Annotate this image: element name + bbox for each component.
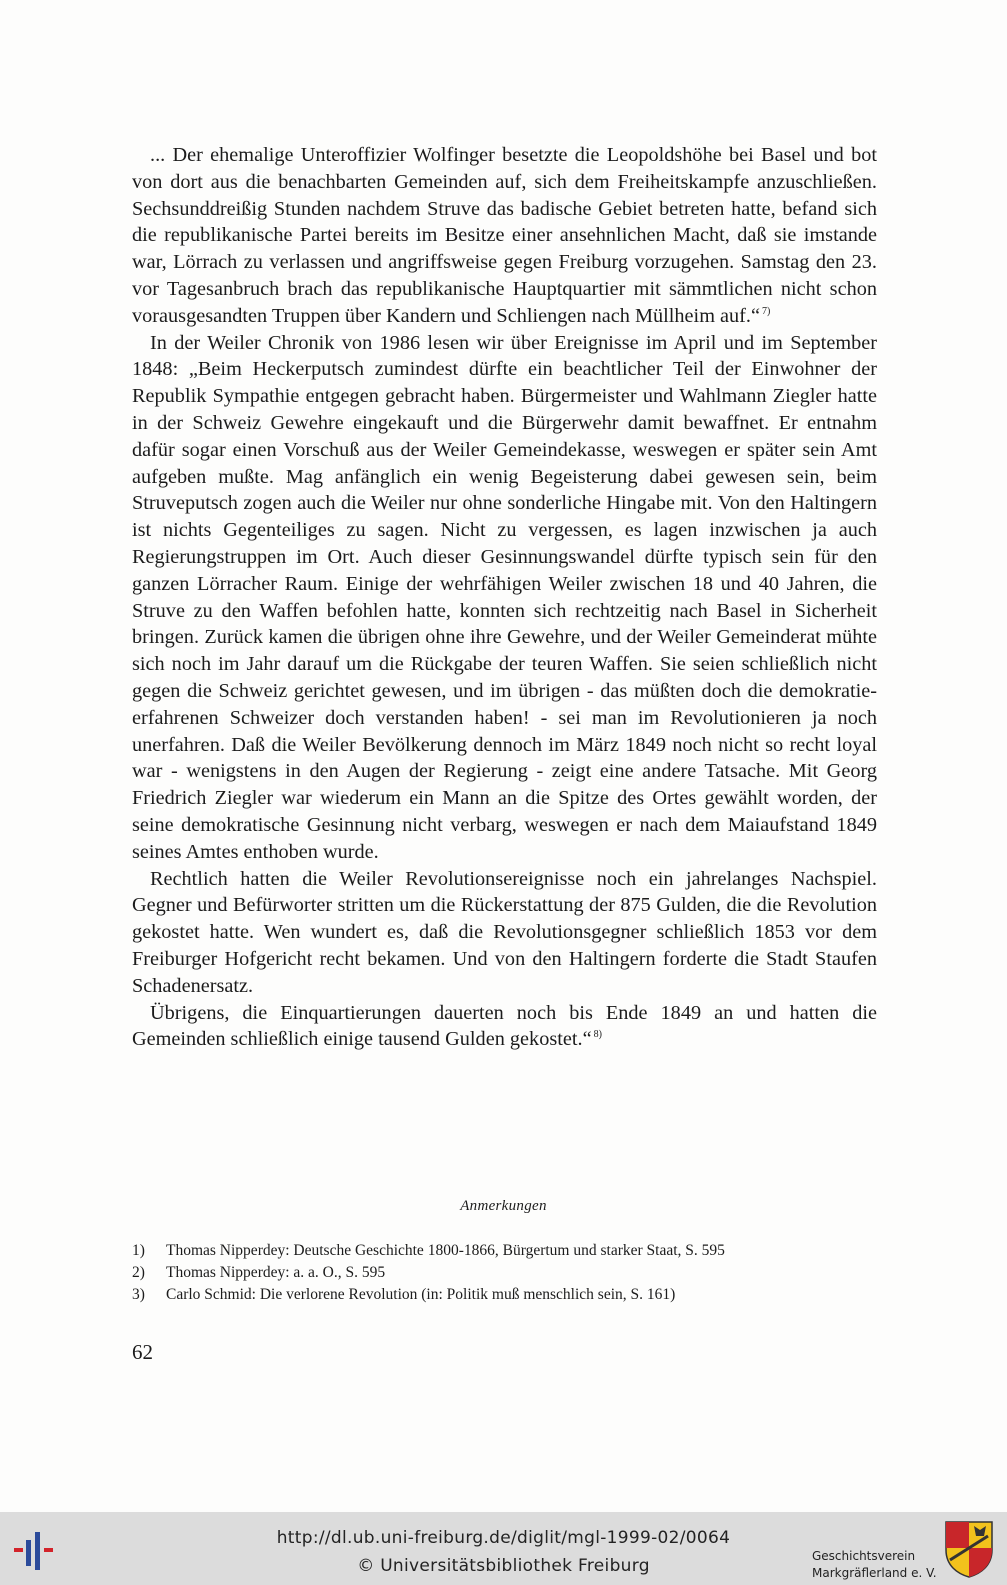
footnote-list xyxy=(132,1240,877,1306)
footnote-number: 1) xyxy=(132,1242,145,1259)
footnote-item xyxy=(132,1240,877,1262)
footnote-item xyxy=(132,1284,877,1306)
viewer-footer xyxy=(0,1512,1007,1585)
footnote-number: 3) xyxy=(132,1286,145,1303)
footnote-ref: 8) xyxy=(593,1029,602,1041)
paragraph: In der Weiler Chronik von 1986 lesen wir über Ereignisse im April und im September 1848: „Beim Heckerputsch zumindest dürfte ein beachtlicher Teil der Einwohner der Republik Sympathie entgegen gebracht haben. Bürgermeister und Wahlmann Ziegler hatte in der Schweiz Gewehre eingekauft und die Bürgerwehr damit bewaffnet. Er entnahm dafür sogar einen Vorschuß aus der Weiler Gemeindekasse, weswegen er später sein Amt aufgeben mußte. Mag anfänglich ein wenig Begeisterung dabei gewesen sein, beim Struveputsch zogen auch die Weiler nur ohne sonderliche Hingabe mit. Von den Haltingern ist nichts Gegenteiliges zu sagen. Nicht zu vergessen, es lagen inzwischen ja auch Regierungstruppen im Ort. Auch dieser Gesinnungswandel dürfte typisch sein für den ganzen Lörracher Raum. Einige der wehrfähigen Weiler zwischen 18 und 40 Jahren, die Struve zu den Waffen befohlen hatte, konnten sich rechtzeitig nach Basel in Sicherheit bringen. Zurück kamen die übrigen ohne ihre Gewehre, und der Weiler Gemeinderat mühte sich noch im Jahr darauf um die Rückgabe der teuren Waffen. Sie seien schließlich nicht gegen die Schweiz gerichtet gewesen, und im übrigen - das müßten doch die demokratie- erfahrenen Schweizer doch verstanden haben! - sei man im Revolutionieren ja noch unerfahren. Daß die Weiler Bevölkerung dennoch im März 1849 noch nicht so recht loyal war - wenigstens in den Augen der Regierung - zeigt eine andere Tatsache. Mit Georg Friedrich Ziegler war wiederum ein Mann an die Spitze des Ortes gewählt worden, der seine demokratische Gesinnung nicht verbarg, weswegen er nach dem Maiaufstand 1849 seines Amtes enthoben wurde. xyxy=(132,331,877,863)
society-name xyxy=(812,1548,937,1582)
society-line: Geschichtsverein xyxy=(812,1549,916,1563)
coat-of-arms-icon xyxy=(944,1520,994,1578)
permalink-url[interactable]: http://dl.ub.uni-freiburg.de/diglit/mgl-1999-02/0064 xyxy=(276,1528,731,1548)
society-line: Markgräflerland e. V. xyxy=(812,1566,937,1580)
copyright-text: © Universitätsbibliothek Freiburg xyxy=(357,1556,650,1576)
notes-heading: Anmerkungen xyxy=(460,1198,547,1214)
footnote-ref: 7) xyxy=(762,305,771,317)
paragraph-text: Übrigens, die Einquartierungen dauerten noch bis Ende 1849 an und hatten die Gemeinden schließlich einige tausend Gulden gekostet.“ xyxy=(132,1001,877,1051)
paragraph: Rechtlich hatten die Weiler Revolutionsereignisse noch ein jahrelanges Nachspiel. Gegner und Befürworter stritten um die Rückerstattung der 875 Gulden, die die Revolution gekostet hatte. Wen wundert es, daß die Revolutionsgegner schließlich 1853 vor dem Freiburger Hofgericht recht bekamen. Und von den Haltingern forderte die Stadt Staufen Schadenersatz. xyxy=(132,867,877,997)
footnote-text: Thomas Nipperdey: a. a. O., S. 595 xyxy=(166,1264,386,1281)
body-text xyxy=(132,142,877,1053)
footnote-text: Carlo Schmid: Die verlorene Revolution (in: Politik muß menschlich sein, S. 161) xyxy=(166,1286,676,1303)
footnote-text: Thomas Nipperdey: Deutsche Geschichte 1800-1866, Bürgertum und starker Staat, S. 595 xyxy=(166,1242,725,1259)
footnote-number: 2) xyxy=(132,1264,145,1281)
page-number: 62 xyxy=(132,1340,153,1364)
paragraph xyxy=(132,1000,877,1054)
paragraph-text: ... Der ehemalige Unteroffizier Wolfinger besetzte die Leopoldshöhe bei Basel und bot von dort aus die benachbarten Gemeinden auf, sich dem Freiheitskampfe anzuschließen. Sechsunddreißig Stunden nachdem Struve das badische Gebiet betreten hatte, befand sich die republikanische Partei bereits im Besitze einer ansehnlichen Macht, daß sie imstande war, Lörrach zu verlassen und angriffsweise gegen Freiburg vorzugehen. Samstag den 23. vor Tagesanbruch brach das republikanische Hauptquartier mit sämmtlichen nicht schon vorausgesandten Truppen über Kandern und Schliengen nach Müllheim auf.“ xyxy=(132,144,877,327)
paragraph xyxy=(132,142,877,330)
footnote-item xyxy=(132,1262,877,1284)
